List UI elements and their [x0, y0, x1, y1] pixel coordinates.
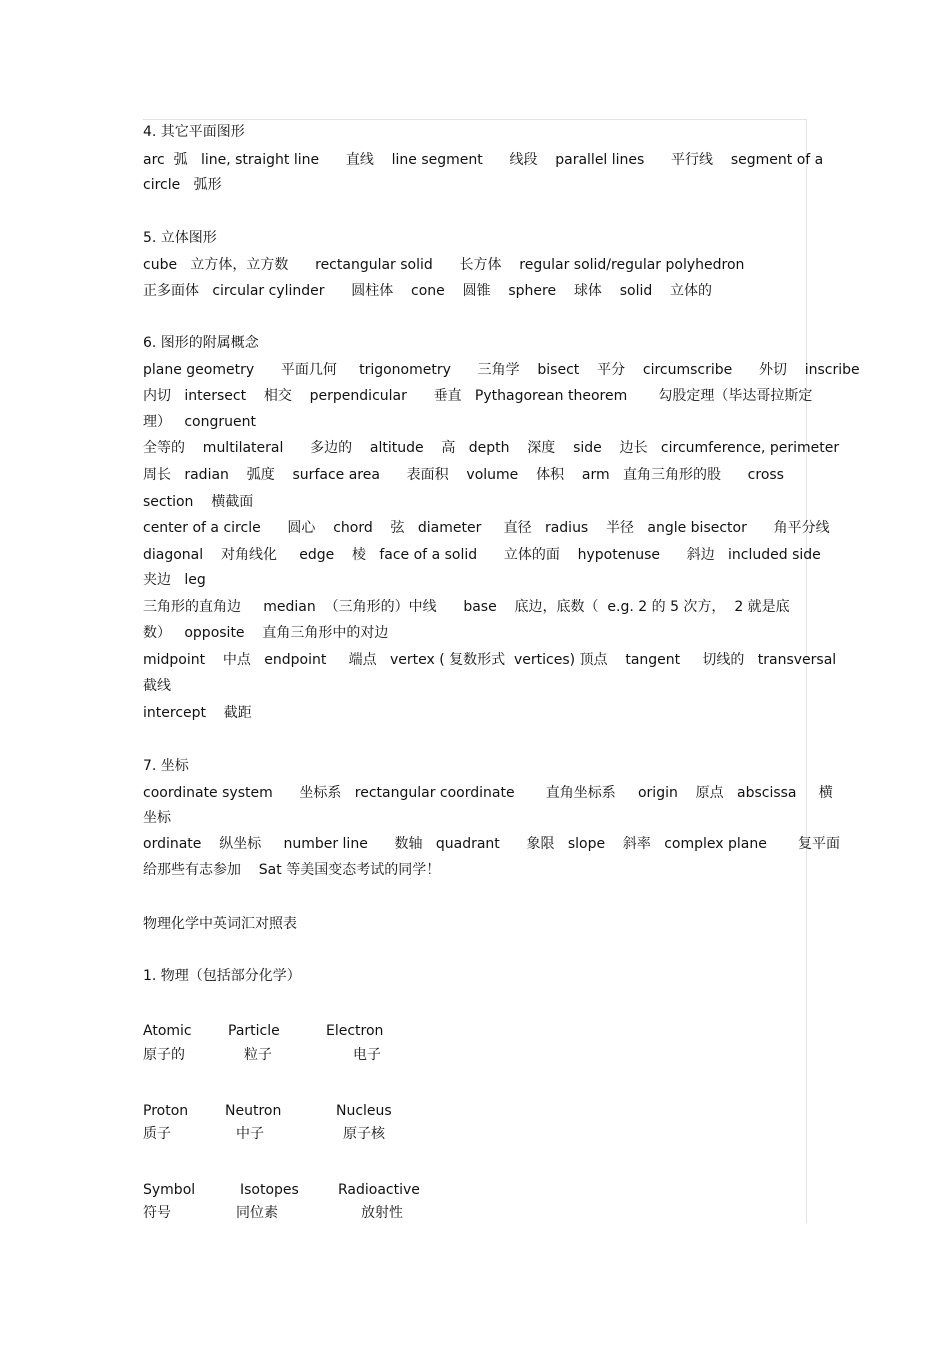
text-line: section 横截面	[143, 494, 254, 510]
text-line: cube 立方体，立方数 rectangular solid 长方体 regular solid/regular polyhedron	[143, 257, 745, 273]
section-heading-figure-concepts: 6. 图形的附属概念	[143, 335, 259, 351]
section-heading-coordinates: 7. 坐标	[143, 758, 189, 774]
vocab-term-en: Isotopes	[240, 1182, 299, 1198]
page-frame-right	[806, 119, 807, 1223]
text-line: 数） opposite 直角三角形中的对边	[143, 625, 389, 641]
text-line: arc 弧 line, straight line 直线 line segment 线段 parallel lines 平行线 segment of a	[143, 152, 824, 168]
vocab-term-en: Electron	[326, 1023, 384, 1039]
section-heading-other-plane-figures: 4. 其它平面图形	[143, 124, 245, 140]
vocab-term-zh: 粒子	[244, 1047, 272, 1063]
vocab-term-en: Neutron	[225, 1103, 282, 1119]
text-line: plane geometry 平面几何 trigonometry 三角学 bisect 平分 circumscribe 外切 inscribe	[143, 362, 860, 378]
text-line: 理） congruent	[143, 414, 256, 430]
text-line: 正多面体 circular cylinder 圆柱体 cone 圆锥 sphere 球体 solid 立体的	[143, 283, 713, 299]
text-line: center of a circle 圆心 chord 弦 diameter 直径 radius 半径 angle bisector 角平分线	[143, 520, 830, 536]
text-line: circle 弧形	[143, 177, 222, 193]
vocab-term-en: Symbol	[143, 1182, 196, 1198]
text-line: 给那些有志参加 Sat 等美国变态考试的同学！	[143, 862, 441, 878]
text-line: 截线	[143, 678, 171, 694]
vocab-term-zh: 中子	[236, 1126, 264, 1142]
section-heading-physics: 1. 物理（包括部分化学）	[143, 968, 301, 984]
vocab-term-en: Proton	[143, 1103, 189, 1119]
section-heading-solid-figures: 5. 立体图形	[143, 230, 217, 246]
vocab-term-zh: 质子	[143, 1126, 171, 1142]
text-line: 三角形的直角边 median （三角形的）中线 base 底边，底数（ e.g. 2 的 5 次方， 2 就是底	[143, 599, 790, 615]
vocab-term-zh: 放射性	[361, 1205, 403, 1221]
document-subtitle: 物理化学中英词汇对照表	[143, 916, 297, 932]
text-line: diagonal 对角线化 edge 棱 face of a solid 立体的面 hypotenuse 斜边 included side	[143, 547, 821, 563]
text-line: midpoint 中点 endpoint 端点 vertex ( 复数形式 vertices) 顶点 tangent 切线的 transversal	[143, 652, 837, 668]
vocab-term-zh: 符号	[143, 1205, 171, 1221]
page-frame-top	[143, 119, 807, 120]
vocab-term-zh: 电子	[353, 1047, 381, 1063]
text-line: 全等的 multilateral 多边的 altitude 高 depth 深度 side 边长 circumference, perimeter	[143, 440, 840, 456]
vocab-term-en: Atomic	[143, 1023, 192, 1039]
text-line: coordinate system 坐标系 rectangular coordinate 直角坐标系 origin 原点 abscissa 横	[143, 785, 833, 801]
text-line: ordinate 纵坐标 number line 数轴 quadrant 象限 slope 斜率 complex plane 复平面	[143, 836, 841, 852]
text-line: intercept 截距	[143, 705, 252, 721]
vocab-term-zh: 原子核	[343, 1126, 385, 1142]
text-line: 坐标	[143, 810, 171, 826]
text-line: 内切 intersect 相交 perpendicular 垂直 Pythagorean theorem 勾股定理（毕达哥拉斯定	[143, 388, 813, 404]
vocab-term-zh: 原子的	[143, 1047, 185, 1063]
text-line: 周长 radian 弧度 surface area 表面积 volume 体积 arm 直角三角形的股 cross	[143, 467, 784, 483]
vocab-term-en: Nucleus	[336, 1103, 392, 1119]
vocab-term-en: Particle	[228, 1023, 280, 1039]
vocab-term-en: Radioactive	[338, 1182, 420, 1198]
text-line: 夹边 leg	[143, 572, 206, 588]
vocab-term-zh: 同位素	[236, 1205, 278, 1221]
